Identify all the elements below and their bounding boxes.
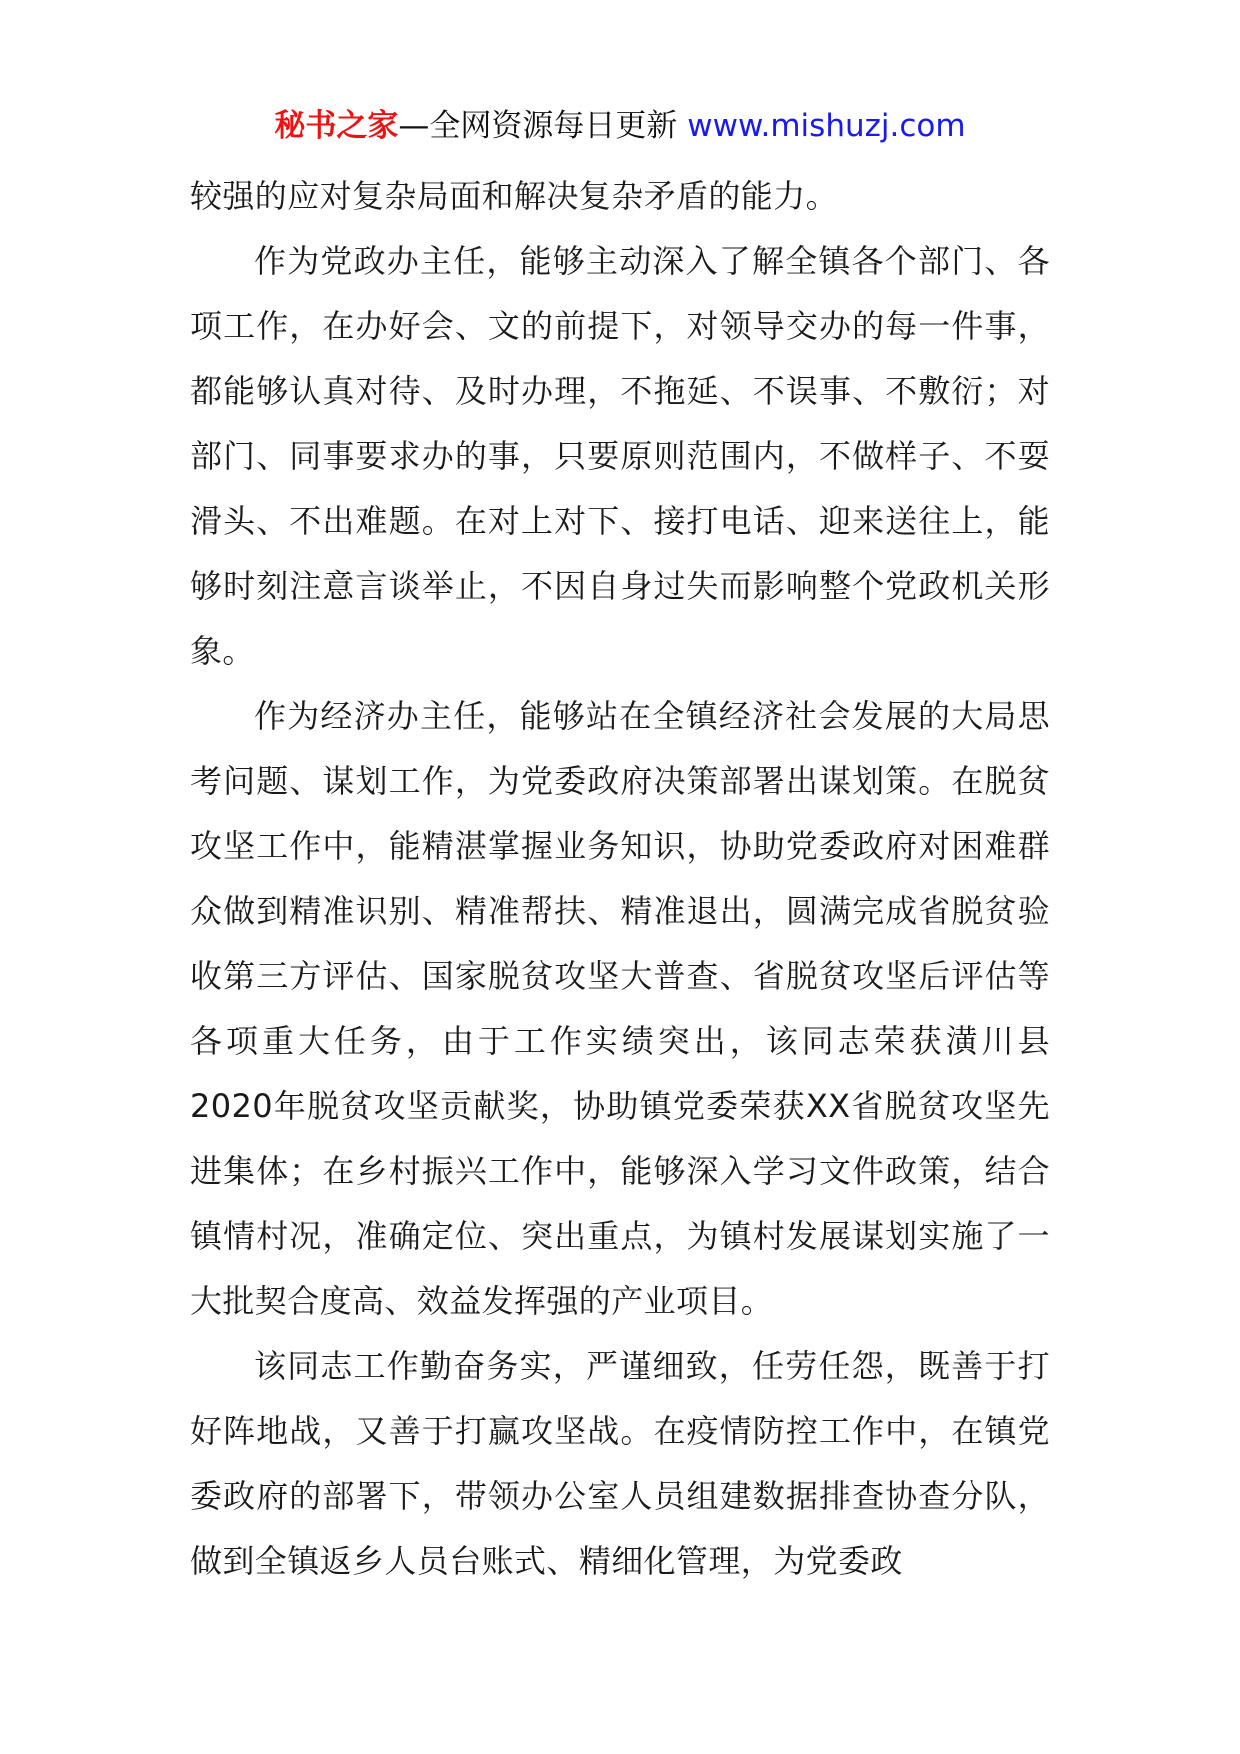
paragraph-continuation: 较强的应对复杂局面和解决复杂矛盾的能力。	[190, 177, 839, 215]
paragraph-work-attitude: 该同志工作勤奋务实，严谨细致，任劳任怨，既善于打好阵地战，又善于打赢攻坚战。在疫情防控工作中，在镇党委政府的部署下，带领办公室人员组建数据排查协查分队，做到全镇返乡人员台账式、精细化管理，为党委政	[190, 1347, 1050, 1580]
paragraph-party-office: 作为党政办主任，能够主动深入了解全镇各个部门、各项工作，在办好会、文的前提下，对领导交办的每一件事，都能够认真对待、及时办理，不拖延、不误事、不敷衍；对部门、同事要求办的事，只要原则范围内，不做样子、不耍滑头、不出难题。在对上对下、接打电话、迎来送往上，能够时刻注意言谈举止，不因自身过失而影响整个党政机关形象。	[190, 242, 1050, 670]
paragraph-economic-office: 作为经济办主任，能够站在全镇经济社会发展的大局思考问题、谋划工作，为党委政府决策部署出谋划策。在脱贫攻坚工作中，能精湛掌握业务知识，协助党委政府对困难群众做到精准识别、精准帮扶、精准退出，圆满完成省脱贫验收第三方评估、国家脱贫攻坚大普查、省脱贫攻坚后评估等各项重大任务，由于工作实绩突出，该同志荣获潢川县2020年脱贫攻坚贡献奖，协助镇党委荣获XX省脱贫攻坚先进集体；在乡村振兴工作中，能够深入学习文件政策，结合镇情村况，准确定位、突出重点，为镇村发展谋划实施了一大批契合度高、效益发挥强的产业项目。	[190, 697, 1050, 1320]
site-brand: 秘书之家	[274, 108, 399, 144]
site-header	[0, 104, 1240, 148]
site-tagline: —全网资源每日更新	[398, 108, 678, 144]
site-url-link[interactable]: www.mishuzj.com	[687, 108, 966, 144]
document-body	[190, 164, 1050, 1594]
